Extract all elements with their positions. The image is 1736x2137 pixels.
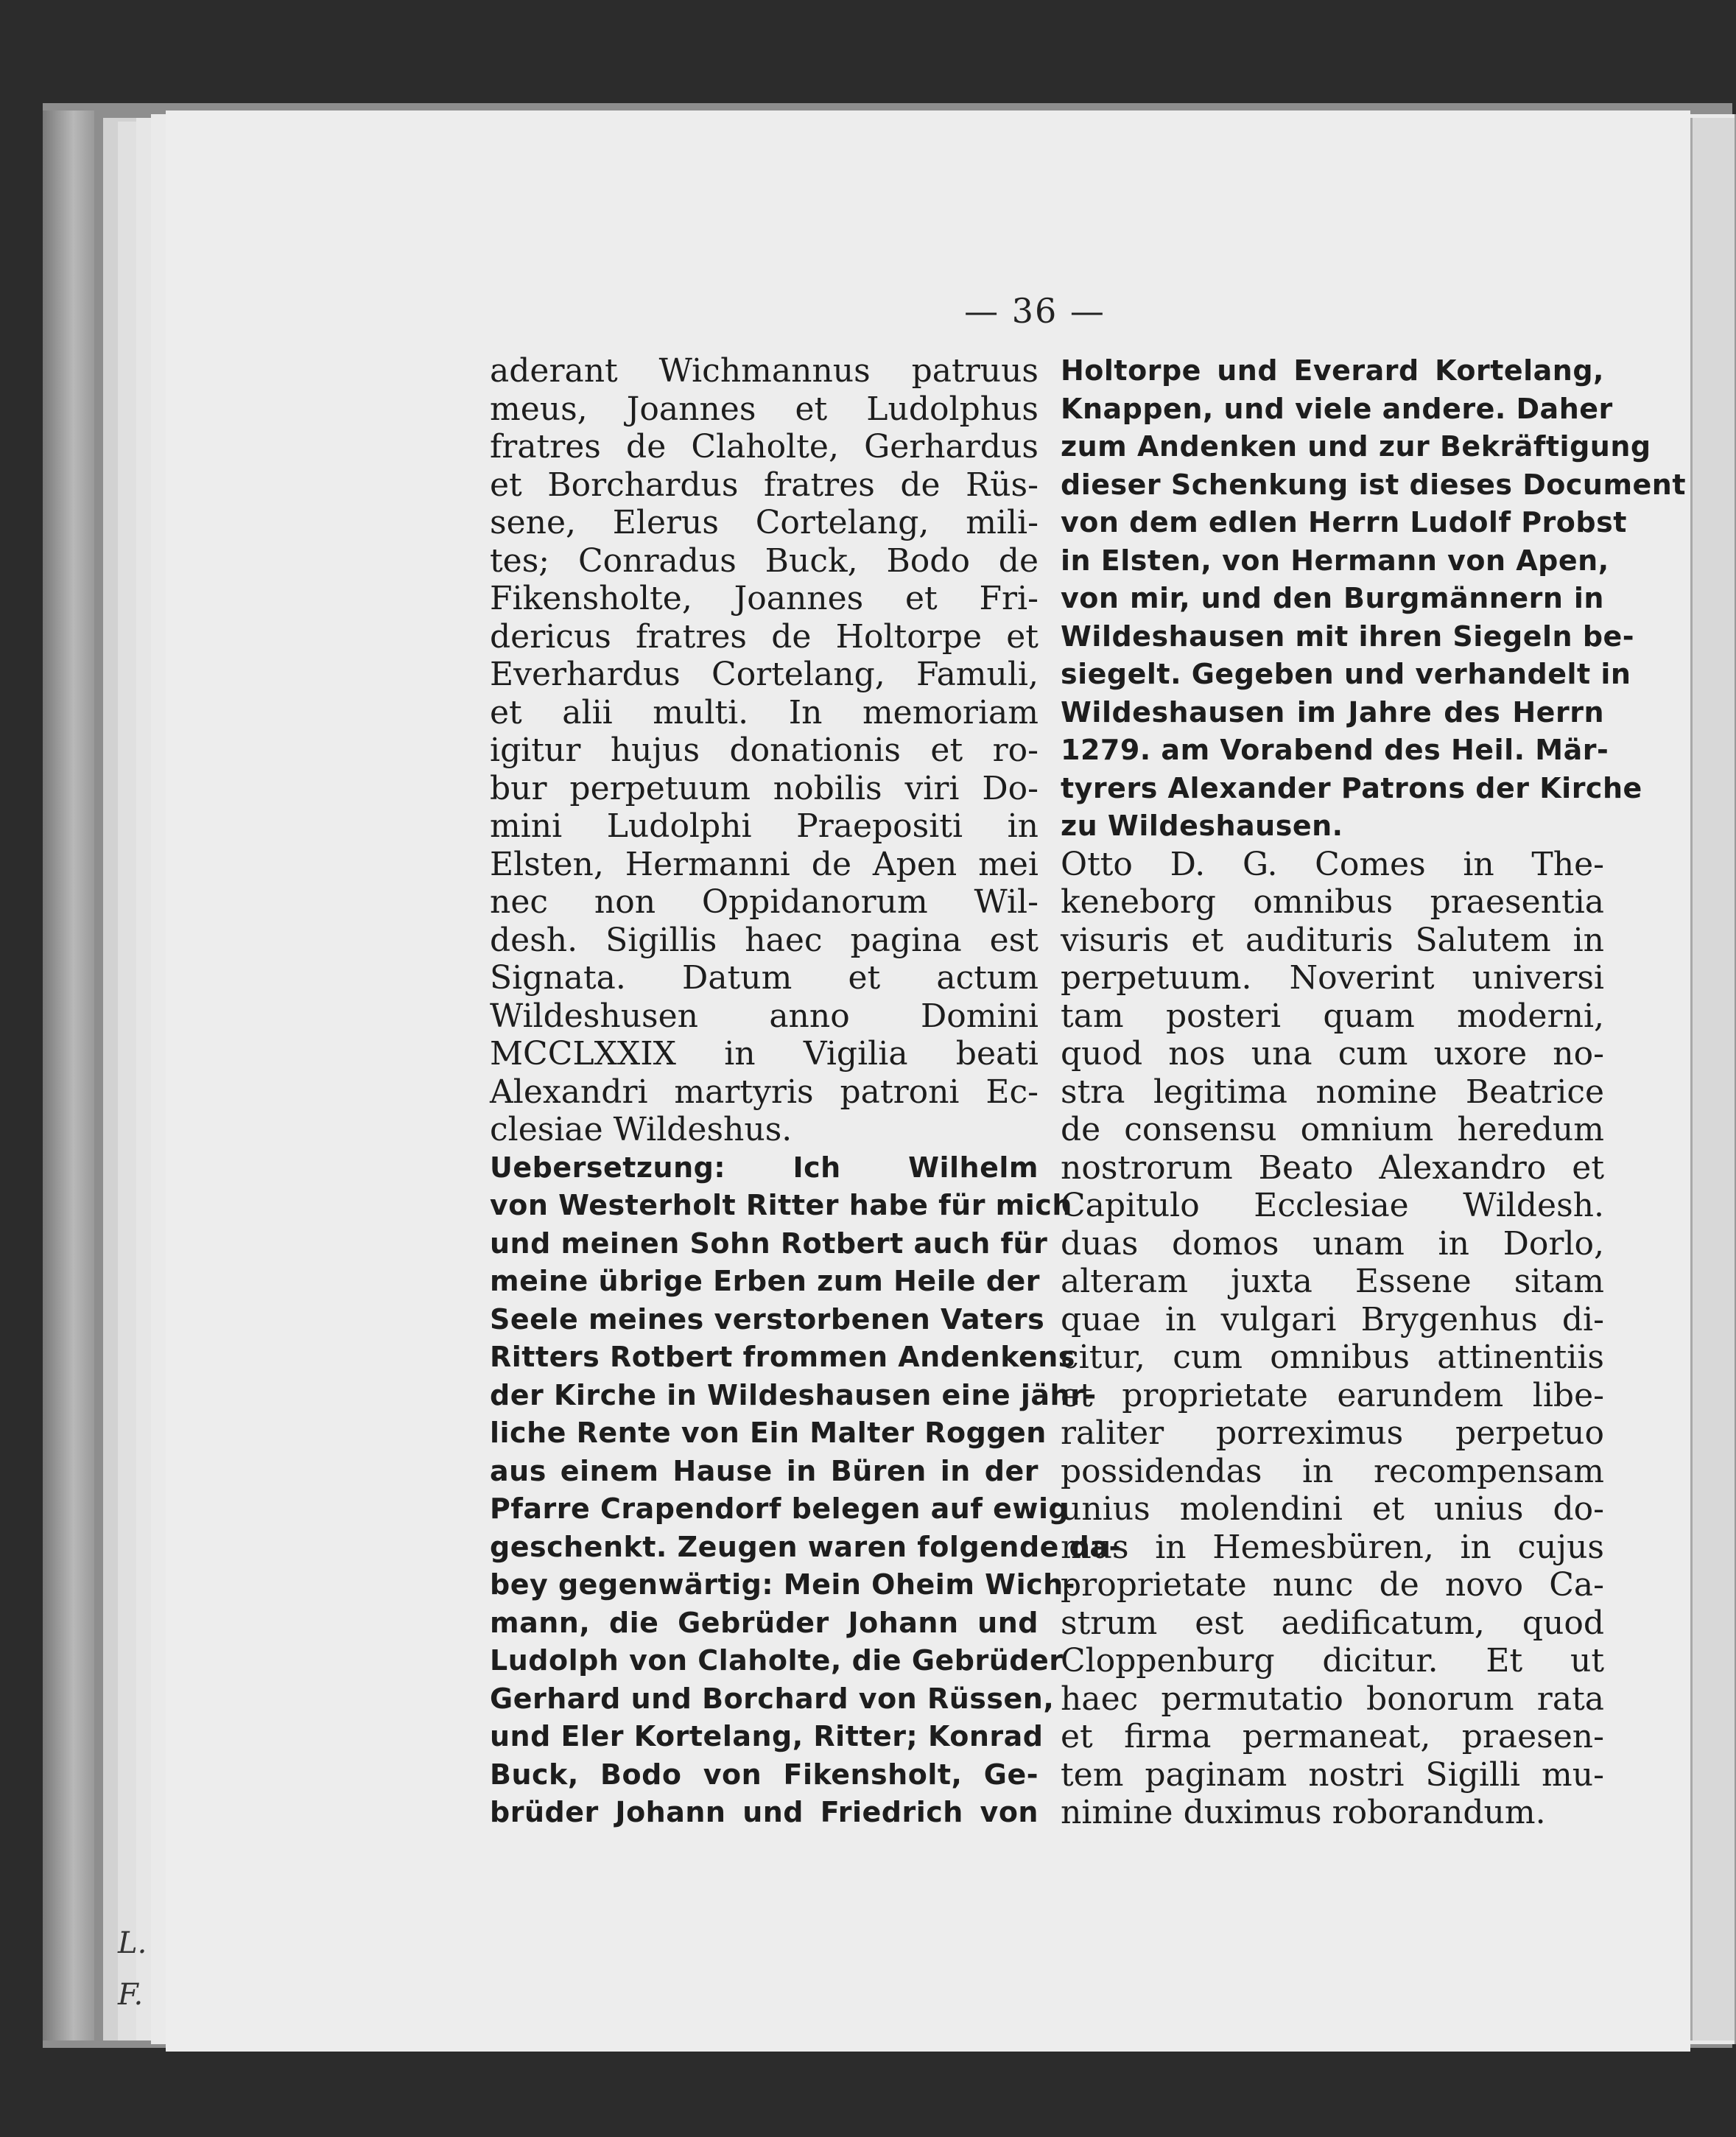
text-line: igitur hujus donationis et ro- — [490, 731, 1039, 769]
text-line: mann, die Gebrüder Johann und — [490, 1606, 1039, 1639]
text-line: tyrers Alexander Patrons der Kirche — [1061, 771, 1642, 804]
text-line: tes; Conradus Buck, Bodo de — [490, 541, 1039, 580]
text-line: Fikensholte, Joannes et Fri- — [490, 580, 1039, 617]
text-line: et proprietate earundem libe- — [1061, 1376, 1604, 1414]
text-line: et Borchardus fratres de Rüs- — [490, 466, 1039, 504]
text-line: Cloppenburg dicitur. Et ut — [1061, 1642, 1604, 1680]
text-line: geschenkt. Zeugen waren folgende da- — [490, 1530, 1121, 1563]
text-line: Holtorpe und Everard Kortelang, — [1061, 354, 1604, 387]
text-line: citur, cum omnibus attinentiis — [1061, 1338, 1604, 1376]
text-line: dieser Schenkung ist dieses Document — [1061, 468, 1687, 501]
text-line: zu Wildeshausen. — [1061, 810, 1343, 842]
text-line: tam posteri quam moderni, — [1061, 997, 1604, 1035]
text-line: und meinen Sohn Rotbert auch für — [490, 1227, 1048, 1260]
text-line: Wildeshausen mit ihren Siegeln be- — [1061, 620, 1635, 653]
text-line: zum Andenken und zur Bekräftigung — [1061, 430, 1651, 463]
text-line: mini Ludolphi Praepositi in — [490, 807, 1039, 845]
text-line: raliter porreximus perpetuo — [1061, 1414, 1604, 1452]
text-line: keneborg omnibus praesentia — [1061, 883, 1604, 921]
text-line: quae in vulgari Brygenhus di- — [1061, 1300, 1604, 1338]
text-line: liche Rente von Ein Malter Roggen — [490, 1417, 1047, 1449]
text-line: Pfarre Crapendorf belegen auf ewig — [490, 1492, 1069, 1525]
text-line: stra legitima nomine Beatrice — [1061, 1073, 1604, 1111]
text-line: bur perpetuum nobilis viri Do- — [490, 769, 1039, 807]
text-line: nostrorum Beato Alexandro et — [1061, 1148, 1604, 1187]
text-line: strum est aedificatum, quod — [1061, 1604, 1604, 1642]
text-line: perpetuum. Noverint universi — [1061, 959, 1604, 997]
text-line: nec non Oppidanorum Wil- — [490, 883, 1039, 921]
text-line: MCCLXXIX in Vigilia beati — [490, 1035, 1039, 1073]
text-line: 1279. am Vorabend des Heil. Mär- — [1061, 734, 1609, 766]
text-line: Ritters Rotbert frommen Andenkens — [490, 1341, 1075, 1373]
text-line: siegelt. Gegeben und verhandelt in — [1061, 658, 1631, 690]
text-line: Elsten, Hermanni de Apen mei — [490, 845, 1039, 883]
text-line: Capitulo Ecclesiae Wildesh. — [1061, 1187, 1604, 1224]
text-line: tem paginam nostri Sigilli mu- — [1061, 1755, 1604, 1794]
text-line: mus in Hemesbüren, in cujus — [1061, 1528, 1604, 1566]
text-line: visuris et audituris Salutem in — [1061, 921, 1604, 959]
text-line: Alexandri martyris patroni Ec- — [490, 1073, 1039, 1111]
text-line: in Elsten, von Hermann von Apen, — [1061, 544, 1609, 577]
text-line: Seele meines verstorbenen Vaters — [490, 1302, 1045, 1336]
page-number: — 36 — — [964, 291, 1106, 331]
text-line: dericus fratres de Holtorpe et — [490, 617, 1039, 656]
text-line: et firma permaneat, praesen- — [1061, 1718, 1604, 1755]
text-line: Wildeshusen anno Domini — [490, 997, 1039, 1035]
text-line: Everhardus Cortelang, Famuli, — [490, 656, 1039, 693]
text-line: von dem edlen Herrn Ludolf Probst — [1061, 506, 1627, 538]
text-line: sene, Elerus Cortelang, mili- — [490, 504, 1039, 541]
text-line: Signata. Datum et actum — [490, 959, 1039, 997]
text-line: der Kirche in Wildeshausen eine jähr- — [490, 1378, 1097, 1411]
text-line: de consensu omnium heredum — [1061, 1111, 1604, 1148]
text-line: haec permutatio bonorum rata — [1061, 1680, 1604, 1718]
text-line: Wildeshausen im Jahre des Herrn — [1061, 695, 1604, 729]
book-spine — [43, 110, 94, 2040]
text-line: proprietate nunc de novo Ca- — [1061, 1566, 1604, 1604]
text-line: duas domos unam in Dorlo, — [1061, 1224, 1604, 1263]
text-line: bey gegenwärtig: Mein Oheim Wich- — [490, 1568, 1075, 1601]
text-line: aus einem Hause in Büren in der — [490, 1454, 1039, 1487]
right-column — [1061, 352, 1687, 1832]
text-line: von Westerholt Ritter habe für mich — [490, 1189, 1072, 1221]
left-column — [490, 352, 1121, 1832]
text-line: desh. Sigillis haec pagina est — [490, 921, 1039, 959]
text-line: von mir, und den Burgmännern in — [1061, 582, 1604, 614]
text-line: nimine duximus roborandum. — [1061, 1794, 1546, 1831]
text-line: Ludolph von Claholte, die Gebrüder — [490, 1644, 1064, 1677]
text-line: unius molendini et unius do- — [1061, 1490, 1604, 1528]
text-line: und Eler Kortelang, Ritter; Konrad — [490, 1720, 1044, 1752]
text-line: fratres de Claholte, Gerhardus — [490, 428, 1039, 466]
text-line: brüder Johann und Friedrich von — [490, 1796, 1039, 1828]
margin-note: L. — [118, 1926, 147, 1960]
text-line: aderant Wichmannus patruus — [490, 352, 1039, 390]
text-line: Otto D. G. Comes in The- — [1061, 845, 1604, 883]
text-line: meus, Joannes et Ludolphus — [490, 390, 1039, 428]
facing-page-edge — [1690, 118, 1735, 2040]
text-line: Gerhard und Borchard von Rüssen, — [490, 1682, 1055, 1715]
text-line: quod nos una cum uxore no- — [1061, 1035, 1604, 1073]
text-line: possidendas in recompensam — [1061, 1452, 1604, 1490]
text-line: Knappen, und viele andere. Daher — [1061, 392, 1613, 425]
margin-note: F. — [118, 1978, 144, 2012]
text-line: clesiae Wildeshus. — [490, 1111, 793, 1148]
text-line: Buck, Bodo von Fikensholt, Ge- — [490, 1758, 1039, 1791]
text-line: meine übrige Erben zum Heile der — [490, 1265, 1040, 1297]
text-line: et alii multi. In memoriam — [490, 693, 1039, 731]
text-line: alteram juxta Essene sitam — [1061, 1263, 1604, 1300]
text-line: Uebersetzung: Ich Wilhelm — [490, 1151, 1039, 1184]
